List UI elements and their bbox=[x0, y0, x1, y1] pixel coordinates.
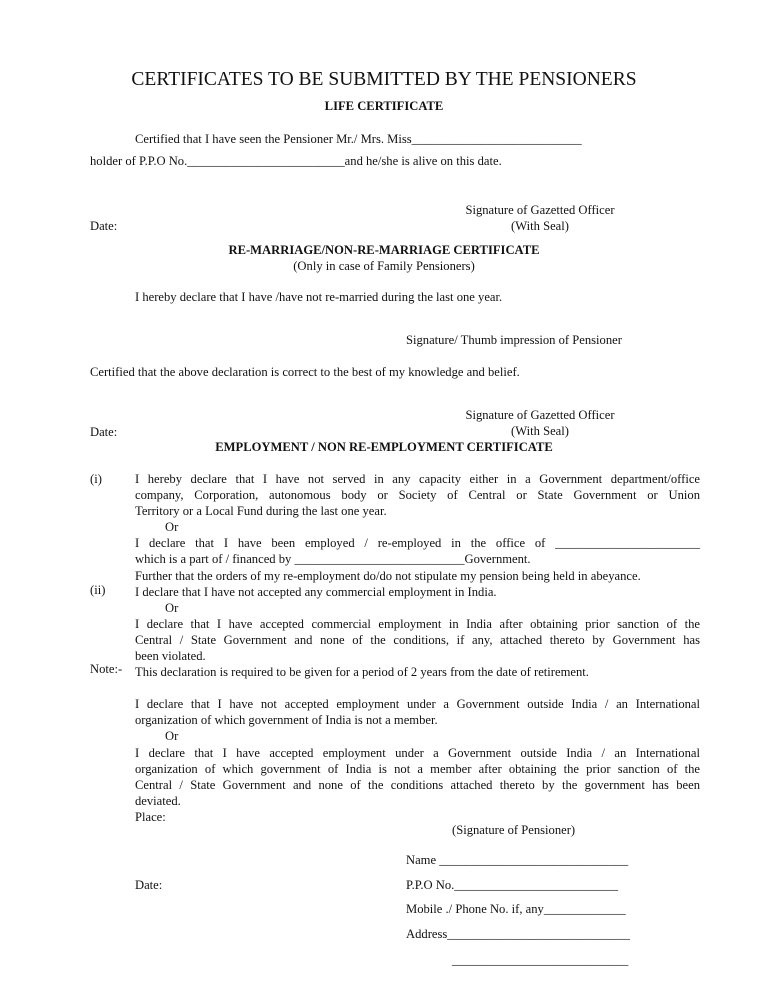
text-line: Central / State Government and none of the conditions, if any, attached thereto by Government has bbox=[135, 632, 700, 647]
or-separator: Or bbox=[165, 600, 179, 615]
life-certificate-line-2: holder of P.P.O No._________________________and he/she is alive on this date. bbox=[90, 154, 502, 168]
signature-label: Signature of Gazetted Officer bbox=[465, 408, 615, 422]
life-certificate-heading: LIFE CERTIFICATE bbox=[324, 99, 444, 113]
remarriage-certified-statement: Certified that the above declaration is correct to the best of my knowledge and belief. bbox=[90, 365, 520, 379]
text-line: Territory or a Local Fund during the last one year. bbox=[135, 504, 387, 519]
text-line: organization of which government of India is not a member after obtaining the prior sanction of the bbox=[135, 761, 700, 776]
text-line: I declare that I have accepted commercial employment in India after obtaining prior sanction of the bbox=[135, 616, 700, 631]
seal-label: (With Seal) bbox=[511, 219, 569, 233]
seal-label: (With Seal) bbox=[511, 424, 569, 438]
text-line: organization of which government of India is not a member. bbox=[135, 713, 438, 728]
remarriage-subheading: (Only in case of Family Pensioners) bbox=[293, 259, 475, 273]
text-line: been violated. bbox=[135, 649, 206, 664]
note-label: Note:- bbox=[90, 662, 123, 676]
mobile-phone-field[interactable]: Mobile ./ Phone No. if, any_____________ bbox=[406, 902, 626, 916]
employment-certificate-heading: EMPLOYMENT / NON RE-EMPLOYMENT CERTIFICATE bbox=[215, 440, 553, 454]
gazetted-officer-signature-1 bbox=[440, 202, 640, 234]
text-line: I hereby declare that I have not served in any capacity either in a Government department/office bbox=[135, 472, 700, 486]
pensioner-signature-label: (Signature of Pensioner) bbox=[452, 823, 576, 837]
text-line: I declare that I have been employed / re-employed in the office of _______________________ bbox=[135, 536, 700, 551]
text-line: I declare that I have not accepted employment under a Government outside India / an International bbox=[135, 697, 700, 712]
employment-declarations bbox=[135, 471, 700, 825]
item-label-i: (i) bbox=[90, 472, 102, 486]
address-field[interactable]: Address_____________________________ bbox=[406, 927, 630, 941]
text-line: Further that the orders of my re-employment do/do not stipulate my pension being held in abeyance. bbox=[135, 568, 641, 583]
or-separator: Or bbox=[165, 520, 179, 535]
text-line: deviated. bbox=[135, 793, 181, 808]
item-label-ii: (ii) bbox=[90, 583, 106, 597]
text-line: I declare that I have not accepted any commercial employment in India. bbox=[135, 584, 497, 599]
gazetted-officer-signature-2 bbox=[440, 407, 640, 439]
note-text: This declaration is required to be given for a period of 2 years from the date of retirement. bbox=[135, 665, 589, 680]
pensioner-thumb-signature: Signature/ Thumb impression of Pensioner bbox=[406, 333, 622, 347]
life-date-label: Date: bbox=[90, 219, 118, 233]
final-date-label: Date: bbox=[135, 878, 163, 892]
text-line: Central / State Government and none of the conditions attached thereto by the government has been bbox=[135, 777, 700, 792]
remarriage-certificate-heading: RE-MARRIAGE/NON-RE-MARRIAGE CERTIFICATE bbox=[228, 243, 540, 257]
text-line: company, Corporation, autonomous body or Society of Central or State Government or Union bbox=[135, 488, 700, 503]
remarriage-declaration: I hereby declare that I have /have not re-married during the last one year. bbox=[135, 290, 503, 304]
or-separator: Or bbox=[165, 729, 179, 744]
name-field[interactable]: Name ______________________________ bbox=[406, 853, 629, 867]
life-certificate-line-1: Certified that I have seen the Pensioner Mr./ Mrs. Miss___________________________ bbox=[135, 132, 582, 146]
text-line: I declare that I have accepted employment under a Government outside India / an International bbox=[135, 745, 700, 760]
place-label: Place: bbox=[135, 809, 166, 824]
text-line: which is a part of / financed by ___________________________Government. bbox=[135, 552, 531, 567]
address-continuation-field[interactable]: ____________________________ bbox=[452, 953, 629, 967]
page-title: CERTIFICATES TO BE SUBMITTED BY THE PENSIONERS bbox=[131, 69, 637, 90]
remarriage-date-label: Date: bbox=[90, 425, 118, 439]
ppo-number-field[interactable]: P.P.O No.__________________________ bbox=[406, 878, 619, 892]
signature-label: Signature of Gazetted Officer bbox=[465, 203, 615, 217]
